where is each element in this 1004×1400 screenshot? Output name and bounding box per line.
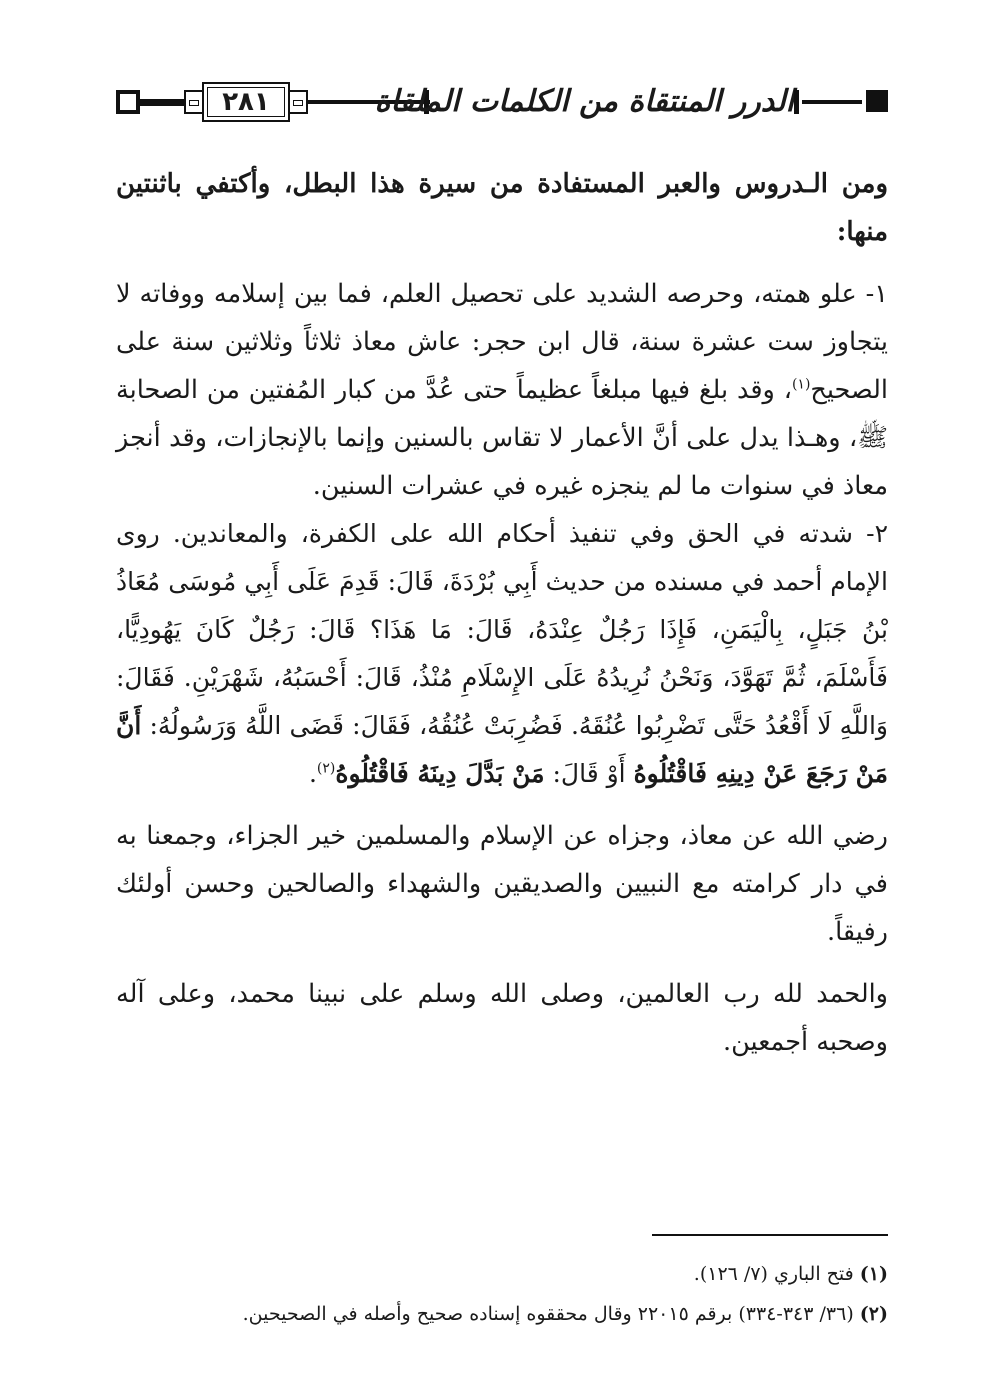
footnotes	[116, 1254, 888, 1334]
hadith-connector: أَوْ قَالَ:	[544, 759, 634, 788]
point-2-text: ٢- شدته في الحق وفي تنفيذ أحكام الله على الكفرة، والمعاندين. روى الإمام أحمد في مسنده من حديث أَبِي بُرْدَةَ، قَالَ: قَدِمَ عَلَى أَبِي مُوسَى مُعَاذُ بْنُ جَبَلٍ، بِالْيَمَنِ، فَإِذَا رَجُلٌ عِنْدَهُ، قَالَ: مَا هَذَا؟ قَالَ: رَجُلٌ كَانَ يَهُودِيًّا، فَأَسْلَمَ، ثُمَّ تَهَوَّدَ، وَنَحْنُ نُرِيدُهُ عَلَى الإِسْلَامِ مُنْذُ، قَالَ: أَحْسَبُهُ، شَهْرَيْنِ. فَقَالَ: وَاللَّهِ لَا أَقْعُدُ حَتَّى تَضْرِبُوا عُنُقَهُ. فَضُرِبَتْ عُنُقُهُ، فَقَالَ: قَضَى اللَّهُ وَرَسُولُهُ:	[116, 519, 888, 740]
main-text	[116, 160, 888, 1066]
header-square-ornament-left	[116, 90, 140, 114]
footnote-ref-1[interactable]: (١)	[791, 376, 811, 393]
point-1-text-a: ١- علو همته، وحرصه الشديد على تحصيل العلم، فما بين إسلامه ووفاته لا يتجاوز ست عشرة سنة، قال ابن حجر: عاش معاذ ثلاثاً وثلاثين سنة على الصحيح	[116, 279, 888, 405]
footnote-1-number: (١)	[859, 1263, 888, 1285]
intro-paragraph: ومن الـدروس والعبر المستفادة من سيرة هذا البطل، وأكتفي باثنتين منها:	[116, 169, 888, 247]
footnote-separator	[652, 1234, 888, 1236]
point-1-text-b: ، وقد بلغ فيها مبلغاً عظيماً حتى عُدَّ من كبار المُفتين من الصحابة ﷺ، وهـذا يدل على أنَّ الأعمار لا تقاس بالسنين وإنما بالإنجازات، وقد أنجز معاذ في سنوات ما لم ينجزه غيره في عشرات السنين.	[116, 375, 888, 501]
footnote-2	[116, 1294, 888, 1334]
dua-paragraph: رضي الله عن معاذ، وجزاه عن الإسلام والمسلمين خير الجزاء، وجمعنا به في دار كرامته مع النبيين والصديقين والشهداء والصالحين وحسن أولئك رفيقاً.	[116, 821, 888, 947]
point-2-end: .	[308, 759, 317, 788]
point-2-paragraph	[116, 510, 888, 798]
hadith-bold-1: أَنَّ مَنْ رَجَعَ عَنْ دِينِهِ فَاقْتُلُوهُ	[116, 711, 888, 788]
point-1-paragraph	[116, 270, 888, 510]
frame-ornament-right	[290, 90, 308, 114]
footnote-2-text: (٣٦/ ٣٤٣-٣٣٤) برقم ٢٢٠١٥ وقال محققوه إسناده صحيح وأصله في الصحيحين.	[242, 1303, 860, 1325]
footnote-1-text: فتح الباري (٧/ ١٢٦).	[693, 1263, 860, 1285]
page-header	[112, 78, 888, 130]
page-number: ٢٨١	[222, 87, 270, 117]
header-rule	[802, 100, 862, 104]
footnote-ref-2[interactable]: (٢)	[316, 760, 336, 777]
header-tick	[794, 90, 799, 114]
header-square-ornament-right	[866, 90, 888, 112]
header-rule	[140, 99, 184, 106]
frame-ornament-left	[184, 90, 202, 114]
closing-paragraph: والحمد لله رب العالمين، وصلى الله وسلم على نبينا محمد، وعلى آله وصحبه أجمعين.	[116, 979, 888, 1057]
footnote-2-number: (٢)	[859, 1303, 888, 1325]
page-number-box	[184, 82, 308, 122]
footnote-1	[116, 1254, 888, 1294]
running-title: الدرر المنتقاة من الكلمات الملقاة	[374, 84, 794, 119]
hadith-bold-2: مَنْ بَدَّلَ دِينَهُ فَاقْتُلُوهُ	[335, 759, 545, 788]
